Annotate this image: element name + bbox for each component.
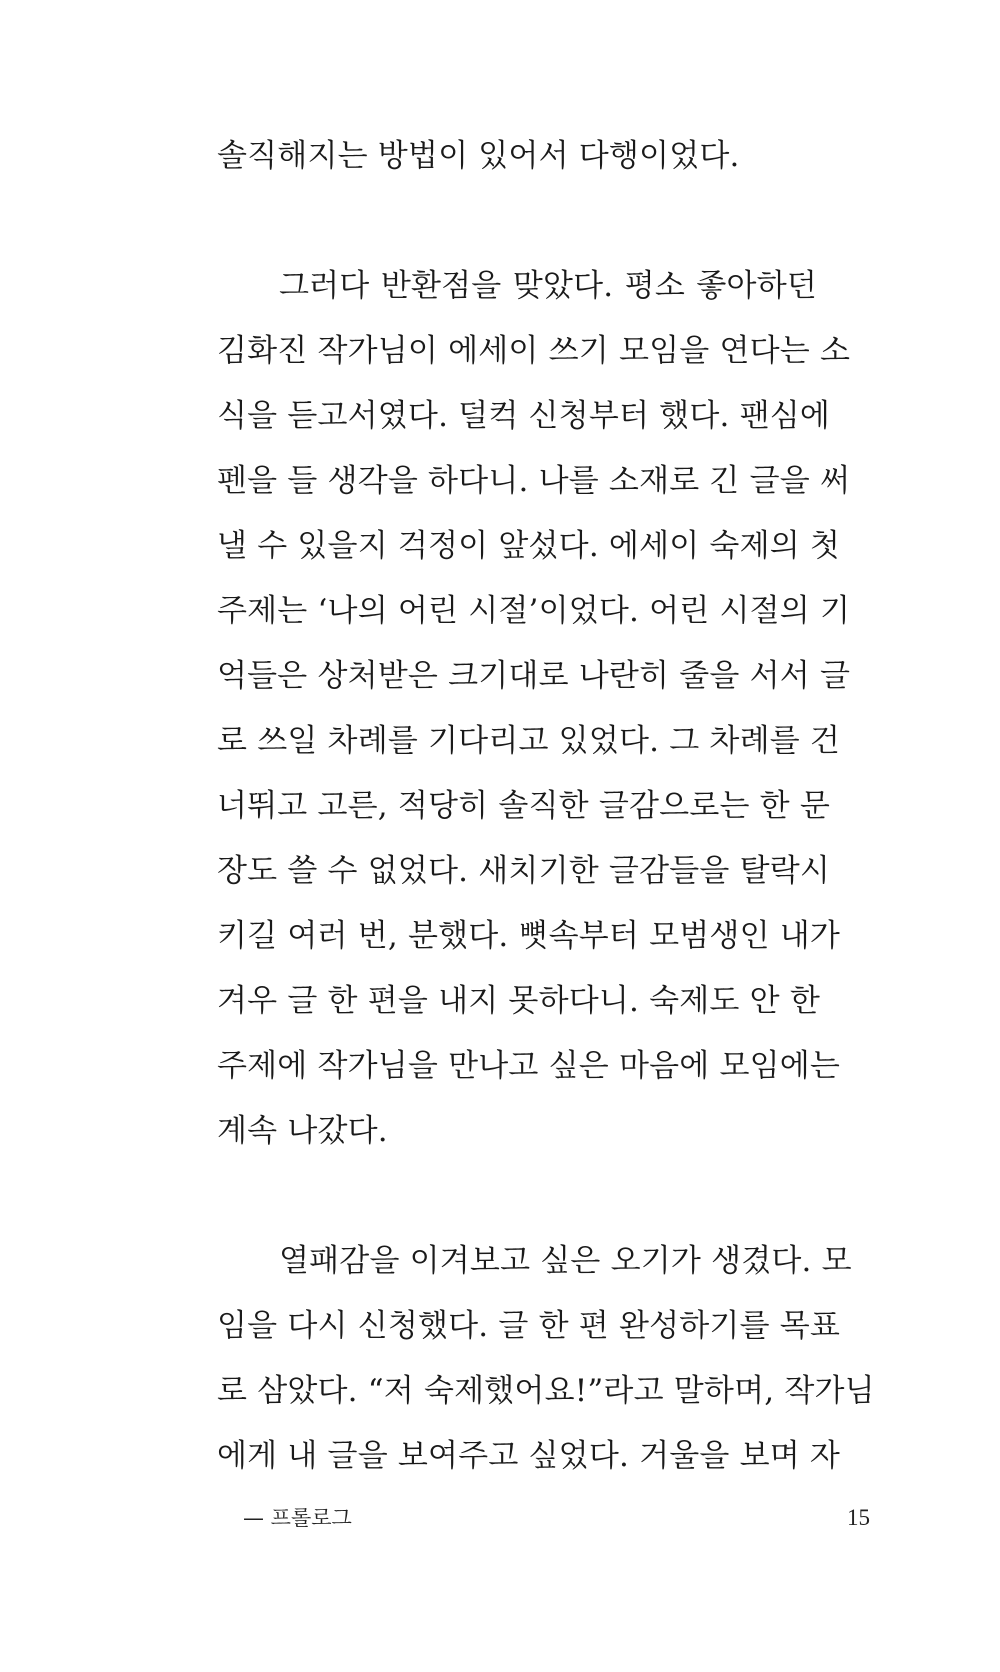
text-line: 로 삼았다. “저 숙제했어요!”라고 말하며, 작가님 [217, 1373, 875, 1409]
running-head: — 프롤로그 [243, 1506, 352, 1530]
text-line: 솔직해지는 방법이 있어서 다행이었다. [217, 138, 740, 174]
text-line: 억들은 상처받은 크기대로 나란히 줄을 서서 글 [217, 658, 851, 694]
text-line: 장도 쓸 수 없었다. 새치기한 글감들을 탈락시 [217, 853, 831, 889]
paragraph-2 [217, 254, 851, 1164]
text-line: 김화진 작가님이 에세이 쓰기 모임을 연다는 소 [217, 333, 851, 369]
page-footer [0, 1498, 1000, 1538]
text-line: 주제는 ‘나의 어린 시절’이었다. 어린 시절의 기 [217, 593, 851, 629]
text-line: 낼 수 있을지 걱정이 앞섰다. 에세이 숙제의 첫 [217, 528, 841, 564]
text-line: 열패감을 이겨보고 싶은 오기가 생겼다. 모 [279, 1243, 852, 1279]
text-line: 계속 나갔다. [217, 1113, 388, 1149]
paragraph-gap [217, 1164, 817, 1229]
paragraph-gap [217, 189, 817, 254]
page-number: 15 [847, 1505, 870, 1530]
body-text [217, 124, 875, 1489]
text-line: 에게 내 글을 보여주고 싶었다. 거울을 보며 자 [217, 1438, 841, 1474]
text-line: 키길 여러 번, 분했다. 뼛속부터 모범생인 내가 [217, 918, 841, 954]
paragraph-1 [217, 124, 817, 189]
text-line: 그러다 반환점을 맞았다. 평소 좋아하던 [279, 268, 817, 304]
text-line: 겨우 글 한 편을 내지 못하다니. 숙제도 안 한 [217, 983, 820, 1019]
text-line: 식을 듣고서였다. 덜컥 신청부터 했다. 팬심에 [217, 398, 831, 434]
paragraph-3 [217, 1229, 875, 1489]
text-line: 주제에 작가님을 만나고 싶은 마음에 모임에는 [217, 1048, 841, 1084]
text-line: 너뛰고 고른, 적당히 솔직한 글감으로는 한 문 [217, 788, 831, 824]
text-line: 펜을 들 생각을 하다니. 나를 소재로 긴 글을 써 [217, 463, 851, 499]
text-line: 임을 다시 신청했다. 글 한 편 완성하기를 목표 [217, 1308, 841, 1344]
text-line: 로 쓰일 차례를 기다리고 있었다. 그 차례를 건 [217, 723, 841, 759]
